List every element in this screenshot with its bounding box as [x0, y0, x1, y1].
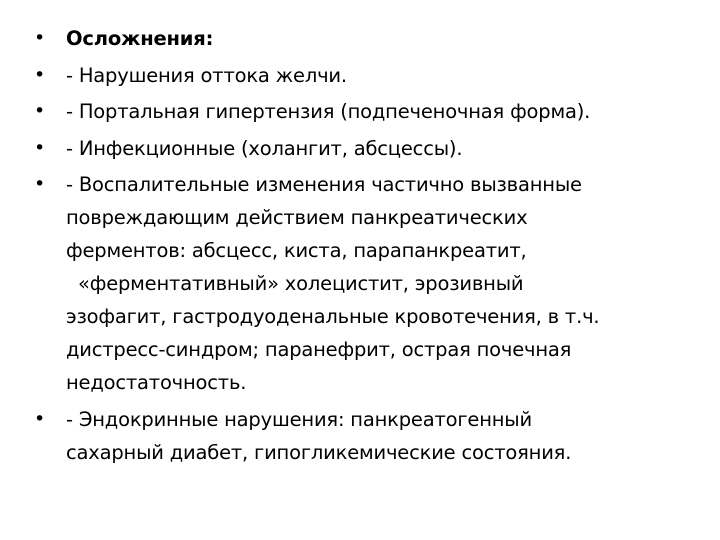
bullet-bile-outflow — [34, 59, 694, 92]
bullet-line: - Воспалительные изменения частично вызванные — [66, 173, 582, 196]
bullet-line: недостаточность. — [66, 371, 247, 394]
bullet-line: Осложнения: — [66, 27, 214, 50]
bullet-text — [66, 168, 694, 399]
bullet-line: - Портальная гипертензия (подпеченочная форма). — [66, 100, 591, 123]
bullet-line: «ферментативный» холецистит, эрозивный — [66, 272, 524, 295]
bullet-text — [66, 132, 694, 165]
bullet-dot: • — [34, 63, 46, 86]
bullet-dot: • — [34, 407, 46, 430]
bullet-heading-complications — [34, 22, 694, 55]
bullet-line: - Нарушения оттока желчи. — [66, 63, 347, 87]
bullet-text — [66, 22, 694, 55]
bullet-infectious — [34, 132, 694, 165]
bullet-portal-hypertension — [34, 95, 694, 128]
bullet-list — [34, 22, 694, 472]
bullet-text — [66, 95, 694, 128]
bullet-line: повреждающим действием панкреатических — [66, 206, 528, 229]
bullet-line: эзофагит, гастродуоденальные кровотечения, в т.ч. — [66, 305, 600, 328]
bullet-text — [66, 403, 694, 469]
bullet-line: сахарный диабет, гипогликемические состояния. — [66, 440, 572, 464]
bullet-line: - Эндокринные нарушения: панкреатогенный — [66, 407, 532, 431]
bullet-endocrine — [34, 403, 694, 469]
bullet-text — [66, 59, 694, 92]
bullet-inflammatory — [34, 168, 694, 399]
bullet-line: - Инфекционные (холангит, абсцессы). — [66, 136, 463, 160]
bullet-dot: • — [34, 27, 46, 49]
bullet-line: ферментов: абсцесс, киста, парапанкреатит, — [66, 239, 527, 262]
bullet-line: дистресс-синдром; паранефрит, острая почечная — [66, 338, 572, 361]
bullet-dot: • — [34, 100, 46, 122]
bullet-dot: • — [34, 136, 46, 159]
bullet-dot: • — [34, 173, 46, 195]
